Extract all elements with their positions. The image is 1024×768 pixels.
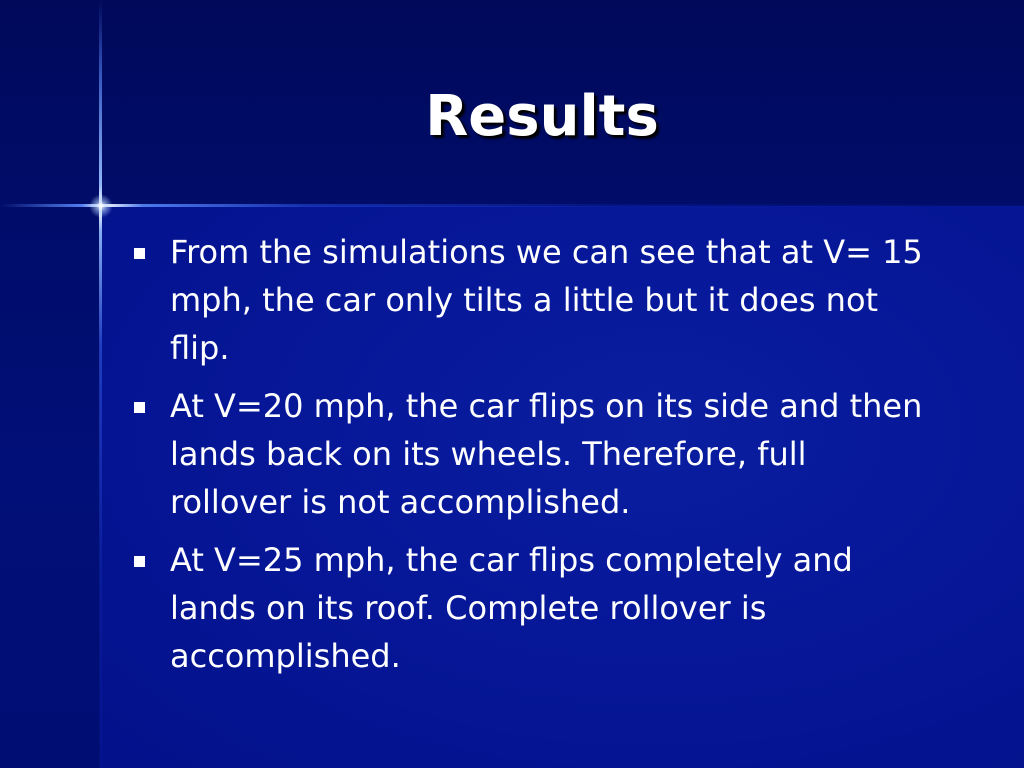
horizontal-accent-line	[0, 204, 1024, 207]
bullet-item	[130, 228, 930, 372]
slide-title: Results	[425, 84, 659, 149]
bullet-square-icon	[134, 248, 145, 259]
bullet-square-icon	[134, 402, 145, 413]
sparkle-icon	[89, 194, 113, 218]
bullet-text: At V=25 mph, the car flips completely and lands on its roof. Complete rollover is accomplished.	[170, 541, 853, 675]
bullet-text: At V=20 mph, the car flips on its side and then lands back on its wheels. Therefore, full rollover is not accomplished.	[170, 387, 923, 521]
bullet-item	[130, 382, 930, 526]
bullet-list	[130, 228, 930, 690]
bullet-square-icon	[134, 556, 145, 567]
bullet-text: From the simulations we can see that at V= 15 mph, the car only tilts a little but it does not flip.	[170, 233, 923, 367]
bullet-item	[130, 536, 930, 680]
